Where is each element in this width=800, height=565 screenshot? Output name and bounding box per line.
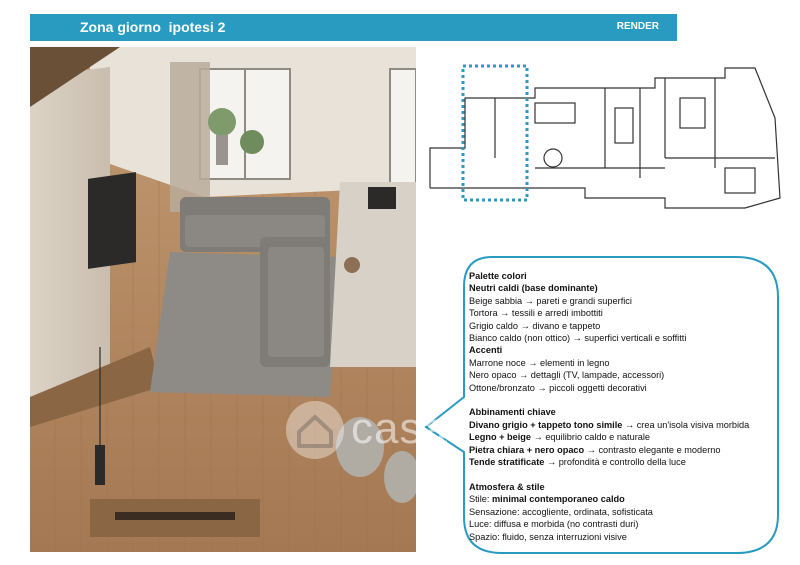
neutri-item: Tortora → tessili e arredi imbottiti [469,308,603,319]
watermark-text: casa [351,404,448,453]
abbinamenti-item: Tende stratificate → profondità e controllo della luce [469,457,686,468]
neutri-heading: Neutri caldi (base dominante) [469,283,598,294]
atmosfera-item: Luce: diffusa e morbida (no contrasti duri) [469,519,639,530]
accenti-heading: Accenti [469,345,503,356]
floor-plan [425,58,785,218]
neutri-item: Grigio caldo → divano e tappeto [469,320,601,331]
interior-render-image [30,47,416,552]
atmosfera-heading: Atmosfera & stile [469,481,545,492]
render-tag: RENDER [616,21,659,32]
abbinamenti-item: Legno + beige → equilibrio caldo e naturale [469,432,651,443]
neutri-item: Bianco caldo (non ottico) → superfici verticali e soffitti [469,333,687,344]
atmosfera-item: Sensazione: accogliente, ordinata, sofisticata [469,506,653,517]
atmosfera-item: Spazio: fluido, senza interruzioni visive [469,531,627,542]
accenti-item: Nero opaco → dettagli (TV, lampade, accessori) [469,370,665,381]
palette-callout [456,257,778,554]
header-bar [30,14,677,41]
abbinamenti-heading: Abbinamenti chiave [469,407,556,418]
palette-heading: Palette colori [469,271,527,281]
abbinamenti-item: Divano grigio + tappeto tono simile → crea un'isola visiva morbida [469,419,750,430]
abbinamenti-item: Pietra chiara + nero opaco → contrasto elegante e moderno [469,444,721,455]
watermark [283,398,483,462]
accenti-item: Ottone/bronzato → piccoli oggetti decorativi [469,382,647,393]
palette-text [469,270,749,543]
page-title: Zona giorno ipotesi 2 [80,19,226,35]
atmosfera-item: Stile: minimal contemporaneo caldo [469,494,625,505]
accenti-item: Marrone noce → elementi in legno [469,357,610,368]
neutri-item: Beige sabbia → pareti e grandi superfici [469,295,632,306]
house-logo-icon [283,398,347,462]
